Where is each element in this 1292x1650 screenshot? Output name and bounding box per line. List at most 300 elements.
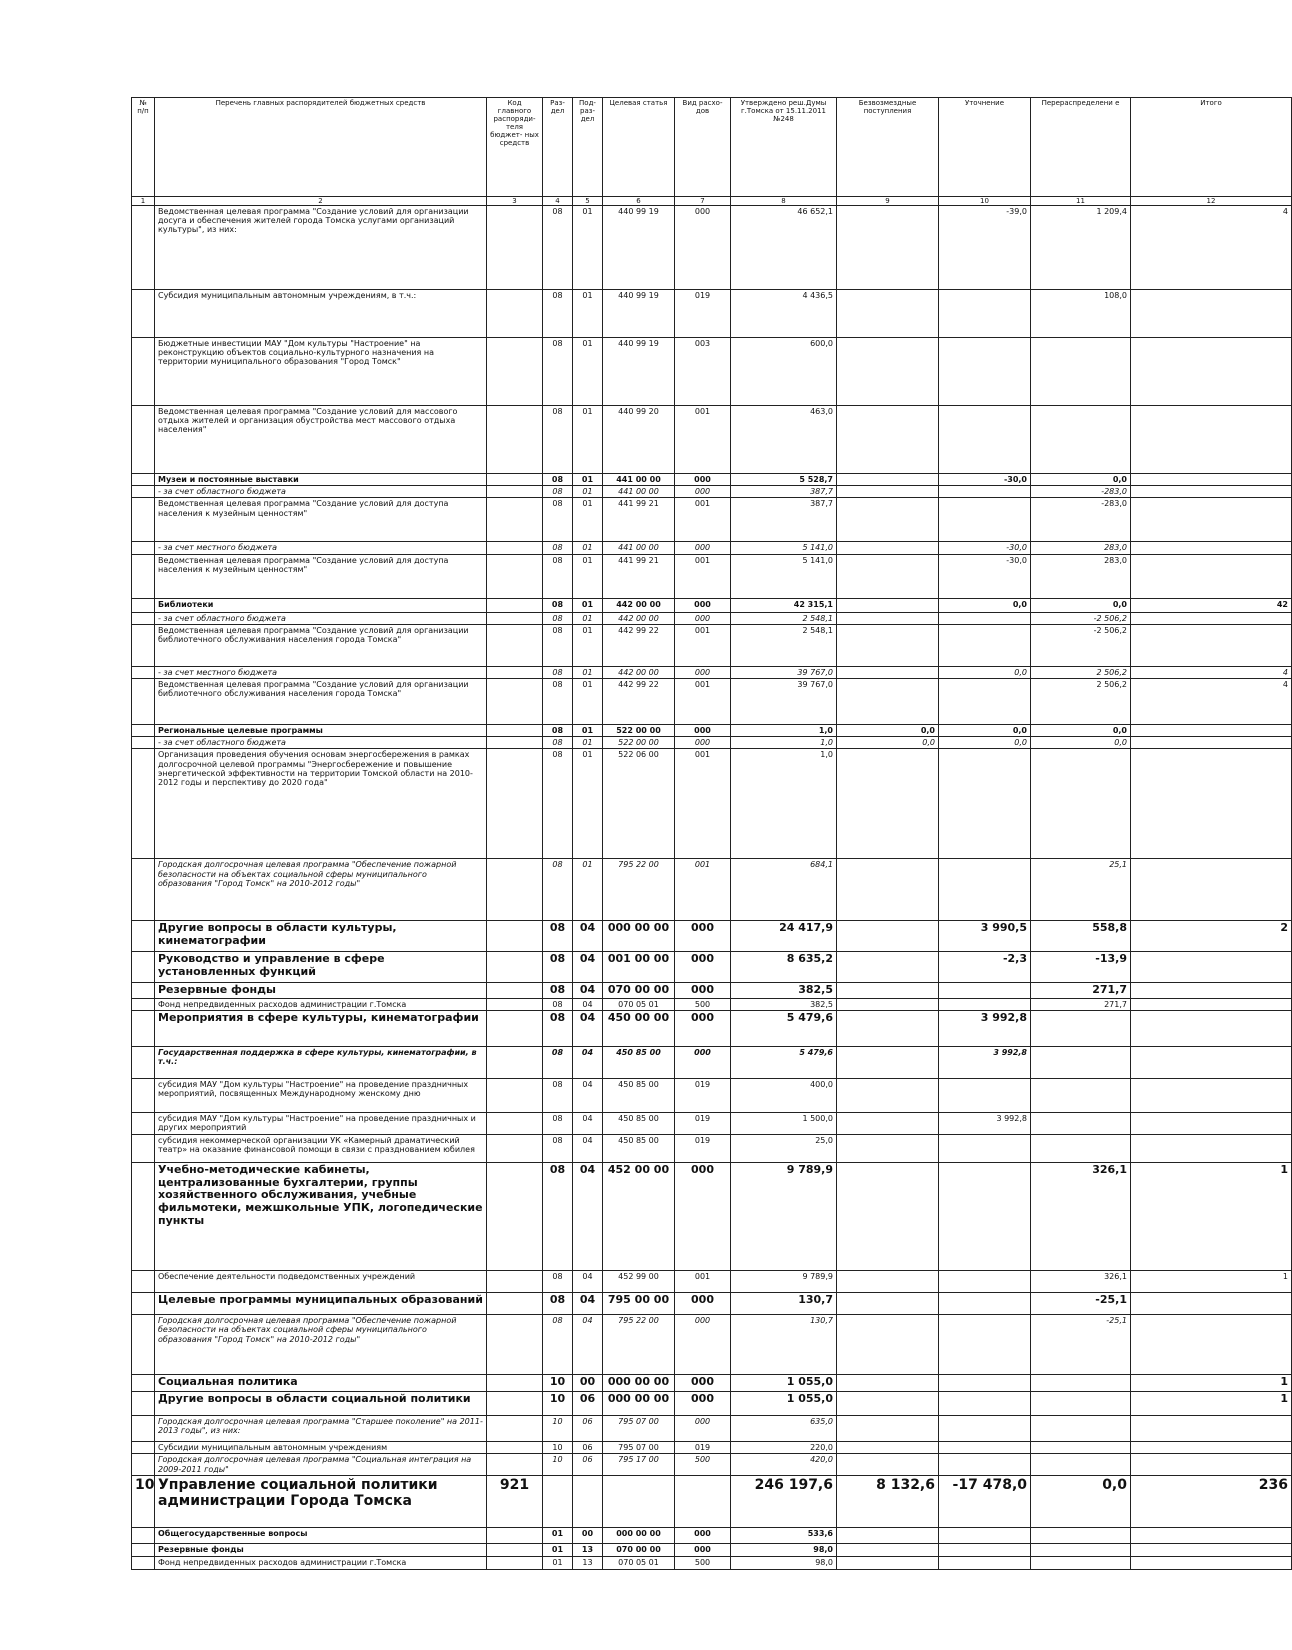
row-expense-type: 000 bbox=[675, 1392, 731, 1416]
row-gratis bbox=[837, 486, 939, 498]
row-clarification: 3 992,8 bbox=[939, 1113, 1031, 1135]
row-expense-type: 001 bbox=[675, 624, 731, 666]
row-target-article: 000 00 00 bbox=[603, 1392, 675, 1416]
row-expense-type: 000 bbox=[675, 542, 731, 554]
table-row bbox=[132, 1442, 1292, 1454]
row-clarification bbox=[939, 406, 1031, 474]
row-expense-type: 000 bbox=[675, 598, 731, 612]
row-redistribution: 326,1 bbox=[1031, 1163, 1131, 1271]
row-gratis bbox=[837, 474, 939, 486]
index-cell: 2 bbox=[155, 197, 487, 206]
row-approved: 8 635,2 bbox=[731, 952, 837, 983]
row-expense-type: 001 bbox=[675, 554, 731, 598]
row-total bbox=[1131, 338, 1292, 406]
row-code bbox=[487, 952, 543, 983]
row-code bbox=[487, 921, 543, 952]
index-cell: 1 bbox=[132, 197, 155, 206]
row-target-article: 441 00 00 bbox=[603, 486, 675, 498]
row-expense-type: 000 bbox=[675, 1011, 731, 1047]
row-total bbox=[1131, 1528, 1292, 1544]
row-clarification bbox=[939, 1163, 1031, 1271]
row-target-article: 440 99 19 bbox=[603, 206, 675, 290]
row-total: 236 bbox=[1131, 1476, 1292, 1528]
table-row bbox=[132, 859, 1292, 921]
row-gratis bbox=[837, 1375, 939, 1392]
row-target-article: 795 07 00 bbox=[603, 1416, 675, 1442]
row-total: 4 bbox=[1131, 678, 1292, 724]
row-code: 921 bbox=[487, 1476, 543, 1528]
row-podrazdel: 01 bbox=[573, 498, 603, 542]
table-row bbox=[132, 1047, 1292, 1079]
header-code: Код главного распоряди- теля бюджет- ных средств bbox=[487, 98, 543, 197]
row-razdel bbox=[543, 1476, 573, 1528]
row-expense-type: 019 bbox=[675, 290, 731, 338]
row-expense-type bbox=[675, 1476, 731, 1528]
row-number bbox=[132, 1416, 155, 1442]
row-number bbox=[132, 921, 155, 952]
table-row bbox=[132, 206, 1292, 290]
row-number bbox=[132, 1544, 155, 1557]
row-gratis bbox=[837, 290, 939, 338]
row-razdel: 01 bbox=[543, 1528, 573, 1544]
table-row bbox=[132, 554, 1292, 598]
row-redistribution: 326,1 bbox=[1031, 1271, 1131, 1293]
row-approved: 42 315,1 bbox=[731, 598, 837, 612]
row-gratis bbox=[837, 624, 939, 666]
row-approved: 2 548,1 bbox=[731, 624, 837, 666]
row-podrazdel: 01 bbox=[573, 554, 603, 598]
row-expense-type: 000 bbox=[675, 612, 731, 624]
row-approved: 5 141,0 bbox=[731, 554, 837, 598]
row-code bbox=[487, 1528, 543, 1544]
row-expense-type: 000 bbox=[675, 474, 731, 486]
row-approved: 5 479,6 bbox=[731, 1011, 837, 1047]
header-row bbox=[132, 98, 1292, 197]
row-expense-type: 019 bbox=[675, 1442, 731, 1454]
row-code bbox=[487, 554, 543, 598]
row-target-article: 452 99 00 bbox=[603, 1271, 675, 1293]
row-approved: 400,0 bbox=[731, 1079, 837, 1113]
row-razdel: 10 bbox=[543, 1442, 573, 1454]
row-number bbox=[132, 1079, 155, 1113]
row-target-article: 795 00 00 bbox=[603, 1293, 675, 1315]
row-code bbox=[487, 542, 543, 554]
header-target-article: Целевая статья bbox=[603, 98, 675, 197]
row-target-article: 452 00 00 bbox=[603, 1163, 675, 1271]
row-name: Управление социальной политики администрации Города Томска bbox=[155, 1476, 487, 1528]
row-approved: 4 436,5 bbox=[731, 290, 837, 338]
table-row bbox=[132, 1557, 1292, 1569]
row-total bbox=[1131, 290, 1292, 338]
row-name: субсидия некоммерческой организации УК «Камерный драматический театр» на оказание финансовой помощи в связи с празднованием юбилея bbox=[155, 1135, 487, 1163]
row-number: 10 bbox=[132, 1476, 155, 1528]
row-gratis bbox=[837, 406, 939, 474]
row-approved: 387,7 bbox=[731, 486, 837, 498]
row-razdel: 08 bbox=[543, 612, 573, 624]
row-podrazdel: 01 bbox=[573, 737, 603, 749]
row-gratis bbox=[837, 1392, 939, 1416]
row-razdel: 08 bbox=[543, 1113, 573, 1135]
row-razdel: 01 bbox=[543, 1557, 573, 1569]
row-approved: 1 055,0 bbox=[731, 1392, 837, 1416]
row-target-article: 000 00 00 bbox=[603, 1375, 675, 1392]
row-code bbox=[487, 1135, 543, 1163]
row-podrazdel: 13 bbox=[573, 1544, 603, 1557]
row-total bbox=[1131, 1047, 1292, 1079]
row-gratis bbox=[837, 206, 939, 290]
row-gratis bbox=[837, 1293, 939, 1315]
row-number bbox=[132, 1392, 155, 1416]
row-approved: 600,0 bbox=[731, 338, 837, 406]
row-gratis bbox=[837, 1271, 939, 1293]
row-razdel: 08 bbox=[543, 474, 573, 486]
row-number bbox=[132, 1528, 155, 1544]
index-cell: 12 bbox=[1131, 197, 1292, 206]
row-podrazdel: 01 bbox=[573, 406, 603, 474]
row-expense-type: 500 bbox=[675, 1454, 731, 1476]
row-number bbox=[132, 1315, 155, 1375]
row-razdel: 08 bbox=[543, 498, 573, 542]
row-gratis bbox=[837, 859, 939, 921]
row-name: Библиотеки bbox=[155, 598, 487, 612]
row-clarification bbox=[939, 1392, 1031, 1416]
row-approved: 9 789,9 bbox=[731, 1271, 837, 1293]
row-total bbox=[1131, 498, 1292, 542]
row-clarification bbox=[939, 1442, 1031, 1454]
row-name: Ведомственная целевая программа "Создание условий для доступа населения к музейным ценностям" bbox=[155, 498, 487, 542]
row-number bbox=[132, 1293, 155, 1315]
row-code bbox=[487, 498, 543, 542]
row-code bbox=[487, 1454, 543, 1476]
row-expense-type: 000 bbox=[675, 952, 731, 983]
row-podrazdel: 04 bbox=[573, 1293, 603, 1315]
row-target-article: 000 00 00 bbox=[603, 1528, 675, 1544]
row-clarification bbox=[939, 859, 1031, 921]
row-podrazdel: 04 bbox=[573, 1315, 603, 1375]
row-gratis bbox=[837, 1544, 939, 1557]
index-cell: 5 bbox=[573, 197, 603, 206]
row-gratis bbox=[837, 952, 939, 983]
table-row bbox=[132, 542, 1292, 554]
row-razdel: 08 bbox=[543, 542, 573, 554]
row-podrazdel: 01 bbox=[573, 598, 603, 612]
row-clarification bbox=[939, 1416, 1031, 1442]
row-number bbox=[132, 542, 155, 554]
row-target-article: 070 00 00 bbox=[603, 983, 675, 999]
row-number bbox=[132, 406, 155, 474]
row-approved: 5 479,6 bbox=[731, 1047, 837, 1079]
row-name: - за счет областного бюджета bbox=[155, 486, 487, 498]
row-total bbox=[1131, 952, 1292, 983]
table-body bbox=[132, 98, 1292, 1570]
row-target-article bbox=[603, 1476, 675, 1528]
row-approved: 98,0 bbox=[731, 1544, 837, 1557]
row-podrazdel: 01 bbox=[573, 206, 603, 290]
row-approved: 2 548,1 bbox=[731, 612, 837, 624]
row-podrazdel: 06 bbox=[573, 1442, 603, 1454]
table-row bbox=[132, 1476, 1292, 1528]
row-name: Организация проведения обучения основам энергосбережения в рамках долгосрочной целевой программы "Энергосбережение и повышение энергетической эффективности на территории Томской области на 2010-2012 годы и перспективу до 2020 года" bbox=[155, 749, 487, 859]
row-name: Ведомственная целевая программа "Создание условий для организации библиотечного обслуживания населения города Томска" bbox=[155, 678, 487, 724]
header-name: Перечень главных распорядителей бюджетных средств bbox=[155, 98, 487, 197]
row-gratis bbox=[837, 554, 939, 598]
row-podrazdel: 01 bbox=[573, 749, 603, 859]
row-podrazdel: 00 bbox=[573, 1528, 603, 1544]
row-number bbox=[132, 486, 155, 498]
row-name: субсидия МАУ "Дом культуры "Настроение" на проведение праздничных мероприятий, посвященных Международному женскому дню bbox=[155, 1079, 487, 1113]
row-approved: 39 767,0 bbox=[731, 666, 837, 678]
row-podrazdel: 06 bbox=[573, 1392, 603, 1416]
row-clarification bbox=[939, 749, 1031, 859]
row-redistribution bbox=[1031, 1528, 1131, 1544]
row-code bbox=[487, 406, 543, 474]
row-name: субсидия МАУ "Дом культуры "Настроение" на проведение праздничных и других мероприятий bbox=[155, 1113, 487, 1135]
row-number bbox=[132, 1135, 155, 1163]
row-name: Бюджетные инвестиции МАУ "Дом культуры "Настроение" на реконструкцию объектов социально-культурного назначения на территории муниципального образования "Город Томск" bbox=[155, 338, 487, 406]
row-gratis bbox=[837, 1113, 939, 1135]
row-code bbox=[487, 1113, 543, 1135]
row-razdel: 08 bbox=[543, 598, 573, 612]
row-number bbox=[132, 498, 155, 542]
row-expense-type: 001 bbox=[675, 406, 731, 474]
row-expense-type: 003 bbox=[675, 338, 731, 406]
row-approved: 387,7 bbox=[731, 498, 837, 542]
row-code bbox=[487, 1442, 543, 1454]
row-total bbox=[1131, 999, 1292, 1011]
header-approved: Утверждено реш.Думы г.Томска от 15.11.2011 №248 bbox=[731, 98, 837, 197]
row-code bbox=[487, 737, 543, 749]
row-total bbox=[1131, 624, 1292, 666]
row-total bbox=[1131, 1135, 1292, 1163]
row-clarification bbox=[939, 498, 1031, 542]
row-approved: 635,0 bbox=[731, 1416, 837, 1442]
row-clarification: -39,0 bbox=[939, 206, 1031, 290]
row-clarification: 3 992,8 bbox=[939, 1047, 1031, 1079]
row-number bbox=[132, 1271, 155, 1293]
row-approved: 382,5 bbox=[731, 999, 837, 1011]
row-podrazdel bbox=[573, 1476, 603, 1528]
row-razdel: 08 bbox=[543, 678, 573, 724]
row-clarification bbox=[939, 290, 1031, 338]
row-podrazdel: 06 bbox=[573, 1454, 603, 1476]
row-clarification: 0,0 bbox=[939, 598, 1031, 612]
row-number bbox=[132, 859, 155, 921]
row-clarification: 0,0 bbox=[939, 666, 1031, 678]
row-code bbox=[487, 598, 543, 612]
row-target-article: 450 85 00 bbox=[603, 1079, 675, 1113]
table-row bbox=[132, 952, 1292, 983]
row-number bbox=[132, 724, 155, 736]
row-approved: 533,6 bbox=[731, 1528, 837, 1544]
index-cell: 9 bbox=[837, 197, 939, 206]
row-code bbox=[487, 1315, 543, 1375]
table-row bbox=[132, 406, 1292, 474]
row-gratis bbox=[837, 1163, 939, 1271]
table-row bbox=[132, 1416, 1292, 1442]
header-no: № п/п bbox=[132, 98, 155, 197]
index-cell: 7 bbox=[675, 197, 731, 206]
row-redistribution: 558,8 bbox=[1031, 921, 1131, 952]
row-razdel: 08 bbox=[543, 999, 573, 1011]
table-row bbox=[132, 1163, 1292, 1271]
row-podrazdel: 01 bbox=[573, 624, 603, 666]
row-target-article: 440 99 19 bbox=[603, 290, 675, 338]
row-podrazdel: 01 bbox=[573, 724, 603, 736]
row-redistribution bbox=[1031, 406, 1131, 474]
row-target-article: 440 99 20 bbox=[603, 406, 675, 474]
row-gratis bbox=[837, 498, 939, 542]
table-row bbox=[132, 1135, 1292, 1163]
table-row bbox=[132, 724, 1292, 736]
row-name: Общегосударственные вопросы bbox=[155, 1528, 487, 1544]
table-row bbox=[132, 598, 1292, 612]
row-code bbox=[487, 474, 543, 486]
table-row bbox=[132, 1375, 1292, 1392]
row-redistribution bbox=[1031, 1375, 1131, 1392]
row-expense-type: 000 bbox=[675, 1293, 731, 1315]
row-target-article: 070 00 00 bbox=[603, 1544, 675, 1557]
row-code bbox=[487, 1557, 543, 1569]
row-clarification bbox=[939, 486, 1031, 498]
row-razdel: 08 bbox=[543, 406, 573, 474]
row-target-article: 442 00 00 bbox=[603, 598, 675, 612]
row-code bbox=[487, 724, 543, 736]
row-gratis bbox=[837, 1047, 939, 1079]
row-number bbox=[132, 598, 155, 612]
row-target-article: 441 99 21 bbox=[603, 498, 675, 542]
row-razdel: 08 bbox=[543, 1135, 573, 1163]
row-name: Субсидии муниципальным автономным учреждениям bbox=[155, 1442, 487, 1454]
row-number bbox=[132, 624, 155, 666]
row-podrazdel: 01 bbox=[573, 859, 603, 921]
row-razdel: 08 bbox=[543, 1293, 573, 1315]
row-podrazdel: 04 bbox=[573, 1047, 603, 1079]
row-total: 4 bbox=[1131, 206, 1292, 290]
table-row bbox=[132, 678, 1292, 724]
row-clarification bbox=[939, 1528, 1031, 1544]
row-total bbox=[1131, 859, 1292, 921]
row-total: 1 bbox=[1131, 1392, 1292, 1416]
row-approved: 5 141,0 bbox=[731, 542, 837, 554]
row-gratis bbox=[837, 1416, 939, 1442]
row-gratis bbox=[837, 338, 939, 406]
row-expense-type: 000 bbox=[675, 1416, 731, 1442]
row-clarification bbox=[939, 624, 1031, 666]
row-approved: 1 055,0 bbox=[731, 1375, 837, 1392]
row-code bbox=[487, 1079, 543, 1113]
row-razdel: 08 bbox=[543, 666, 573, 678]
table-row bbox=[132, 624, 1292, 666]
table-row bbox=[132, 666, 1292, 678]
row-total bbox=[1131, 1442, 1292, 1454]
row-code bbox=[487, 624, 543, 666]
row-razdel: 08 bbox=[543, 983, 573, 999]
row-gratis bbox=[837, 678, 939, 724]
row-approved: 220,0 bbox=[731, 1442, 837, 1454]
row-clarification: 3 992,8 bbox=[939, 1011, 1031, 1047]
row-expense-type: 000 bbox=[675, 737, 731, 749]
row-code bbox=[487, 612, 543, 624]
row-expense-type: 001 bbox=[675, 859, 731, 921]
row-approved: 1,0 bbox=[731, 749, 837, 859]
budget-table bbox=[131, 97, 1292, 1570]
row-number bbox=[132, 1454, 155, 1476]
row-target-article: 522 06 00 bbox=[603, 749, 675, 859]
row-expense-type: 019 bbox=[675, 1113, 731, 1135]
row-podrazdel: 04 bbox=[573, 1011, 603, 1047]
row-target-article: 000 00 00 bbox=[603, 921, 675, 952]
row-total bbox=[1131, 749, 1292, 859]
row-expense-type: 000 bbox=[675, 983, 731, 999]
row-name: Другие вопросы в области культуры, кинематографии bbox=[155, 921, 487, 952]
row-code bbox=[487, 859, 543, 921]
row-target-article: 441 99 21 bbox=[603, 554, 675, 598]
header-redistribution: Перераспределени е bbox=[1031, 98, 1131, 197]
row-name: Целевые программы муниципальных образований bbox=[155, 1293, 487, 1315]
row-total bbox=[1131, 474, 1292, 486]
row-redistribution bbox=[1031, 1416, 1131, 1442]
table-row bbox=[132, 1528, 1292, 1544]
row-number bbox=[132, 999, 155, 1011]
row-code bbox=[487, 1375, 543, 1392]
table-row bbox=[132, 921, 1292, 952]
row-redistribution bbox=[1031, 1047, 1131, 1079]
row-gratis: 0,0 bbox=[837, 737, 939, 749]
row-podrazdel: 01 bbox=[573, 666, 603, 678]
row-code bbox=[487, 206, 543, 290]
row-redistribution: -283,0 bbox=[1031, 486, 1131, 498]
row-razdel: 08 bbox=[543, 1163, 573, 1271]
index-cell: 8 bbox=[731, 197, 837, 206]
row-expense-type: 000 bbox=[675, 921, 731, 952]
row-redistribution bbox=[1031, 338, 1131, 406]
row-total bbox=[1131, 1544, 1292, 1557]
row-target-article: 070 05 01 bbox=[603, 1557, 675, 1569]
index-cell: 11 bbox=[1031, 197, 1131, 206]
row-number bbox=[132, 1113, 155, 1135]
row-target-article: 442 99 22 bbox=[603, 624, 675, 666]
table-row bbox=[132, 486, 1292, 498]
row-podrazdel: 00 bbox=[573, 1375, 603, 1392]
row-podrazdel: 04 bbox=[573, 1113, 603, 1135]
row-gratis bbox=[837, 749, 939, 859]
row-razdel: 08 bbox=[543, 1047, 573, 1079]
row-expense-type: 000 bbox=[675, 486, 731, 498]
row-redistribution: -2 506,2 bbox=[1031, 624, 1131, 666]
row-razdel: 08 bbox=[543, 290, 573, 338]
row-name: - за счет областного бюджета bbox=[155, 612, 487, 624]
row-redistribution: -25,1 bbox=[1031, 1293, 1131, 1315]
row-redistribution: 0,0 bbox=[1031, 724, 1131, 736]
row-approved: 25,0 bbox=[731, 1135, 837, 1163]
row-podrazdel: 04 bbox=[573, 1163, 603, 1271]
row-gratis bbox=[837, 1079, 939, 1113]
header-expense-type: Вид расхо- дов bbox=[675, 98, 731, 197]
row-expense-type: 000 bbox=[675, 666, 731, 678]
row-gratis bbox=[837, 1557, 939, 1569]
row-approved: 98,0 bbox=[731, 1557, 837, 1569]
row-razdel: 10 bbox=[543, 1416, 573, 1442]
row-podrazdel: 04 bbox=[573, 1271, 603, 1293]
row-name: Резервные фонды bbox=[155, 983, 487, 999]
row-target-article: 450 85 00 bbox=[603, 1047, 675, 1079]
row-gratis bbox=[837, 1315, 939, 1375]
row-clarification: 0,0 bbox=[939, 737, 1031, 749]
row-target-article: 795 17 00 bbox=[603, 1454, 675, 1476]
row-approved: 46 652,1 bbox=[731, 206, 837, 290]
row-target-article: 795 22 00 bbox=[603, 859, 675, 921]
row-number bbox=[132, 749, 155, 859]
